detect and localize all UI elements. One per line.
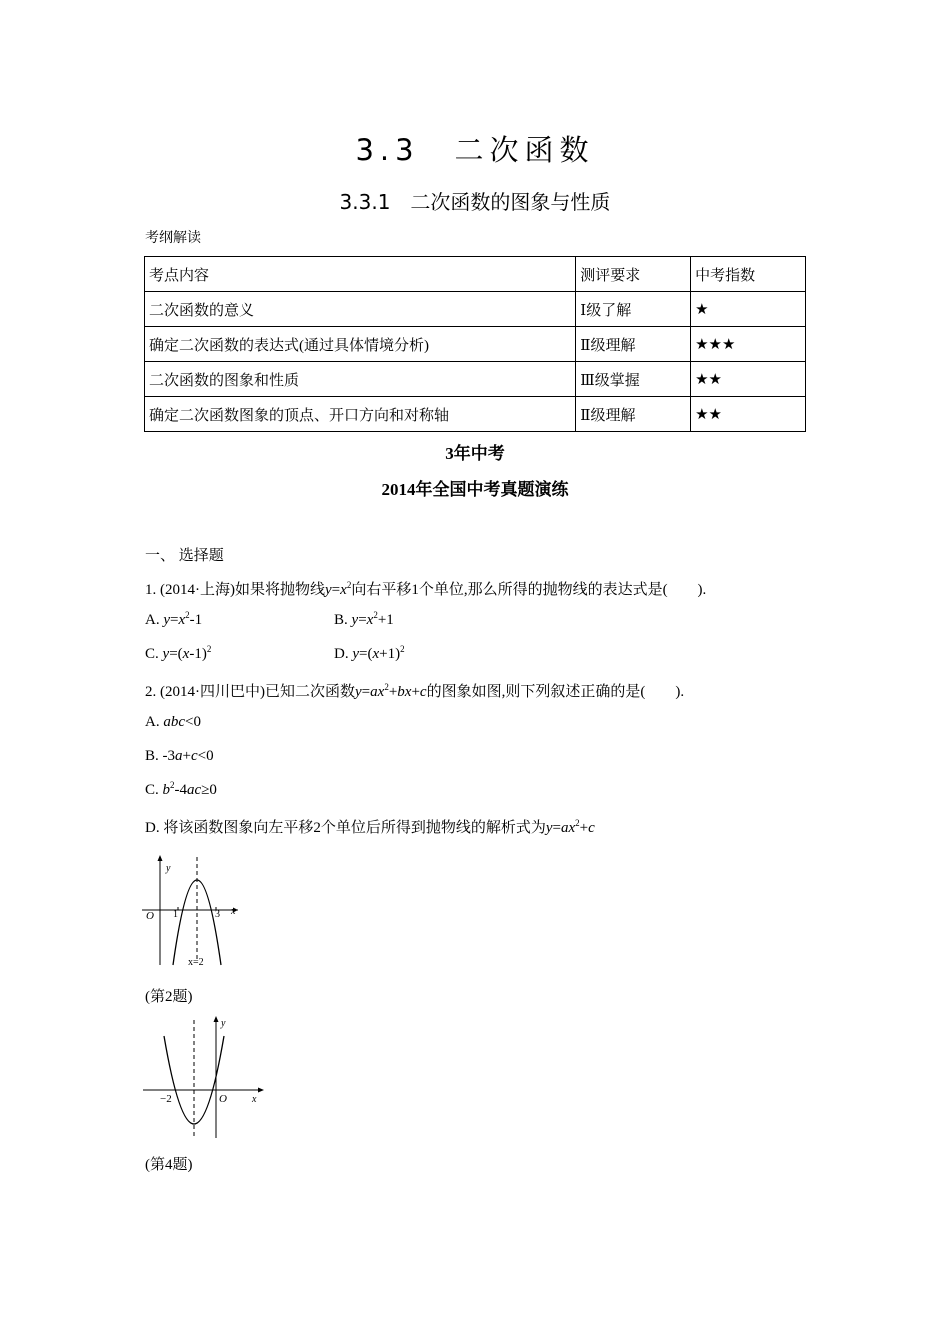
q1-b-label: B. <box>334 612 348 628</box>
q1-option-d: D. $y=(x+1)^2$ <box>334 644 405 662</box>
heading-2014: 2014年全国中考真题演练 <box>381 480 569 499</box>
figure-q2-parabola <box>140 853 244 969</box>
q2-stem-b: 的图象如图,则下列叙述正确的是( ). <box>426 684 685 700</box>
y-axis-label: y <box>221 1018 226 1029</box>
q2-b-label: B. <box>145 748 159 764</box>
q1-stem-b: 向右平移1个单位,那么所得的抛物线的表达式是( ). <box>351 582 707 598</box>
q2-stem-a: 2. (2014·四川巴中)已知二次函数 <box>145 684 355 700</box>
y-axis-label: y <box>166 863 171 874</box>
cell-content: 二次函数的图象和性质 <box>145 362 576 397</box>
x-axis-arrow-icon <box>258 1088 264 1093</box>
cell-content: 确定二次函数图象的顶点、开口方向和对称轴 <box>145 397 576 432</box>
q2-option-c: C. $b^2-4ac\ge 0$ <box>145 780 217 798</box>
section-subtitle: 3.3.1 二次函数的图象与性质 <box>339 190 611 214</box>
q1-option-a: A. $y=x^2-1$ <box>145 610 203 628</box>
table-row <box>145 292 806 327</box>
origin-label: O <box>219 1093 227 1105</box>
table-row <box>145 327 806 362</box>
q1-option-c: C. $y=(x-1)^2$ <box>145 644 212 662</box>
cell-content: 二次函数的意义 <box>145 292 576 327</box>
outline-label: 考纲解读 <box>145 231 201 246</box>
q2-d-text: D. 将该函数图象向左平移2个单位后所得到抛物线的解析式为 <box>145 820 546 836</box>
q1-d-label: D. <box>334 646 349 662</box>
tick-label-1: 1 <box>173 909 178 920</box>
x-axis-label: x <box>252 1094 257 1105</box>
cell-level: Ⅱ级理解 <box>576 327 691 362</box>
q2-a-label: A. <box>145 714 160 730</box>
outline-table <box>144 256 806 432</box>
cell-content: 确定二次函数的表达式(通过具体情境分析) <box>145 327 576 362</box>
cell-index: ★★★ <box>691 327 806 362</box>
q2-option-a: A. abc<0 <box>145 714 201 730</box>
table-header-row <box>145 257 806 292</box>
q1-c-label: C. <box>145 646 159 662</box>
cell-index: ★★ <box>691 397 806 432</box>
tick-label-minus-2: −2 <box>160 1093 172 1105</box>
header-content: 考点内容 <box>145 257 576 292</box>
q2-stem: 2. (2014·四川巴中)已知二次函数$y=ax^2+bx+c$的图象如图,则下列叙述正确的是( ). <box>145 682 685 700</box>
tick-label-3: 3 <box>215 909 220 920</box>
table-row <box>145 362 806 397</box>
y-axis-arrow-icon <box>158 855 163 861</box>
cell-index: ★ <box>691 292 806 327</box>
q1-stem-a: 1. (2014·上海)如果将抛物线 <box>145 582 325 598</box>
header-level: 测评要求 <box>576 257 691 292</box>
symmetry-axis-label: x=2 <box>188 957 204 968</box>
q1-stem: 1. (2014·上海)如果将抛物线$y=x^2$向右平移1个单位,那么所得的抛物线的表达式是( ). <box>145 580 707 598</box>
cell-index: ★★ <box>691 362 806 397</box>
q1-option-b: B. $y=x^2+1$ <box>334 610 394 628</box>
part-heading: 一、 选择题 <box>145 548 224 564</box>
q2-option-b: B. -3a+c<0 <box>145 748 214 764</box>
page-title: 3.3 二次函数 <box>355 133 595 167</box>
q2-option-d: D. 将该函数图象向左平移2个单位后所得到抛物线的解析式为$y=ax^2+c$ <box>145 818 595 836</box>
cell-level: Ⅲ级掌握 <box>576 362 691 397</box>
q4-figure-caption: (第4题) <box>145 1157 193 1173</box>
cell-level: Ⅰ级了解 <box>576 292 691 327</box>
origin-label: O <box>146 910 154 922</box>
q2-figure-caption: (第2题) <box>145 989 193 1005</box>
header-index: 中考指数 <box>691 257 806 292</box>
q2-c-label: C. <box>145 782 159 798</box>
y-axis-arrow-icon <box>214 1016 219 1022</box>
table-row <box>145 397 806 432</box>
q1-a-label: A. <box>145 612 160 628</box>
x-axis-label: x <box>231 906 236 917</box>
figure-q4-parabola <box>140 1012 266 1140</box>
cell-level: Ⅱ级理解 <box>576 397 691 432</box>
heading-3-years: 3年中考 <box>445 444 505 463</box>
